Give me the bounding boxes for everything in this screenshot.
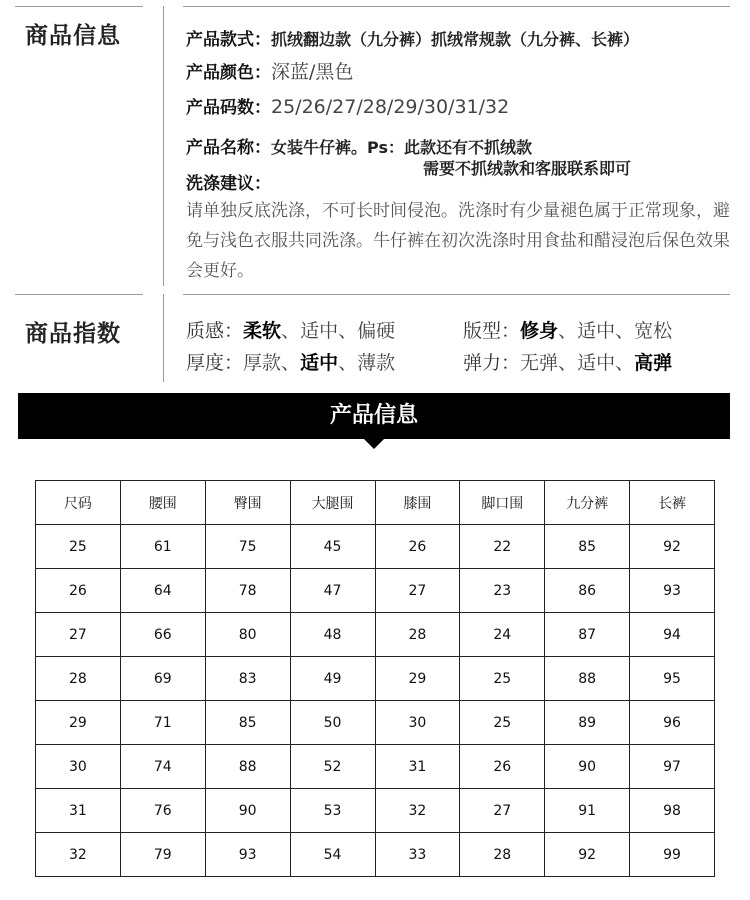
name-label: 产品名称： xyxy=(186,138,271,158)
table-cell: 49 xyxy=(290,657,375,701)
table-cell: 29 xyxy=(36,701,121,745)
table-cell: 25 xyxy=(460,657,545,701)
table-row xyxy=(36,613,715,657)
index-joiner: 、 xyxy=(281,320,301,342)
style-value: 抓绒翻边款（九分裤）抓绒常规款（九分裤、长裤） xyxy=(271,30,640,49)
table-row xyxy=(36,745,715,789)
index-label: 厚度 xyxy=(186,352,225,374)
index-sep: ： xyxy=(501,320,521,342)
table-cell: 26 xyxy=(36,569,121,613)
table-cell: 30 xyxy=(375,701,460,745)
index-option: 宽松 xyxy=(634,320,673,342)
table-cell: 98 xyxy=(630,789,715,833)
name-note: 需要不抓绒款和客服联系即可 xyxy=(423,159,632,178)
index-elasticity xyxy=(463,348,672,375)
table-cell: 79 xyxy=(120,833,205,877)
table-cell: 27 xyxy=(375,569,460,613)
divider-vertical-info xyxy=(163,6,164,286)
table-body xyxy=(36,525,715,877)
table-header-cell: 脚口围 xyxy=(460,481,545,525)
table-cell: 93 xyxy=(205,833,290,877)
table-cell: 85 xyxy=(205,701,290,745)
table-cell: 89 xyxy=(545,701,630,745)
index-joiner: 、 xyxy=(338,352,358,374)
care-text: 请单独反底洗涤，不可长时间侵泡。洗涤时有少量褪色属于正常现象，避免与浅色衣服共同洗涤。牛仔裤在初次洗涤时用食盐和醋浸泡后保色效果会更好。 xyxy=(186,201,730,281)
size-table xyxy=(35,480,715,877)
table-cell: 29 xyxy=(375,657,460,701)
table-cell: 76 xyxy=(120,789,205,833)
divider-mid-right xyxy=(183,294,730,295)
table-cell: 27 xyxy=(36,613,121,657)
table-header-cell: 腰围 xyxy=(120,481,205,525)
table-cell: 50 xyxy=(290,701,375,745)
table-cell: 53 xyxy=(290,789,375,833)
table-cell: 90 xyxy=(545,745,630,789)
table-cell: 45 xyxy=(290,525,375,569)
table-header-cell: 膝围 xyxy=(375,481,460,525)
product-info-title: 商品信息 xyxy=(25,23,121,49)
table-header-cell: 尺码 xyxy=(36,481,121,525)
table-header-cell: 长裤 xyxy=(630,481,715,525)
table-cell: 25 xyxy=(460,701,545,745)
product-index-title: 商品指数 xyxy=(25,321,121,347)
index-option: 修身 xyxy=(520,320,559,342)
banner-notch-icon xyxy=(364,439,384,449)
index-sep: ： xyxy=(501,352,521,374)
index-joiner: 、 xyxy=(615,320,635,342)
table-cell: 28 xyxy=(36,657,121,701)
index-option: 适中 xyxy=(300,320,339,342)
index-thickness xyxy=(186,348,395,375)
table-cell: 97 xyxy=(630,745,715,789)
table-cell: 86 xyxy=(545,569,630,613)
table-cell: 91 xyxy=(545,789,630,833)
table-cell: 85 xyxy=(545,525,630,569)
table-cell: 92 xyxy=(630,525,715,569)
table-cell: 87 xyxy=(545,613,630,657)
index-label: 弹力 xyxy=(463,352,502,374)
table-cell: 24 xyxy=(460,613,545,657)
index-joiner: 、 xyxy=(338,320,358,342)
name-value: 女装牛仔裤。Ps：此款还有不抓绒款 xyxy=(271,138,532,157)
table-cell: 90 xyxy=(205,789,290,833)
table-cell: 88 xyxy=(545,657,630,701)
table-cell: 96 xyxy=(630,701,715,745)
product-info-banner: 产品信息 xyxy=(18,393,730,439)
color-label: 产品颜色： xyxy=(186,63,271,83)
table-cell: 61 xyxy=(120,525,205,569)
size-value: 25/26/27/28/29/30/31/32 xyxy=(271,96,510,118)
divider-top-left xyxy=(15,6,143,7)
table-cell: 66 xyxy=(120,613,205,657)
index-option: 高弹 xyxy=(634,352,673,374)
table-cell: 88 xyxy=(205,745,290,789)
index-joiner: 、 xyxy=(281,352,301,374)
index-joiner: 、 xyxy=(558,352,578,374)
table-cell: 32 xyxy=(36,833,121,877)
table-cell: 23 xyxy=(460,569,545,613)
index-fit xyxy=(463,316,672,343)
index-option: 适中 xyxy=(300,352,339,374)
table-cell: 26 xyxy=(375,525,460,569)
index-option: 无弹 xyxy=(520,352,559,374)
table-row xyxy=(36,525,715,569)
table-row xyxy=(36,657,715,701)
table-cell: 30 xyxy=(36,745,121,789)
table-row xyxy=(36,569,715,613)
index-option: 偏硬 xyxy=(357,320,396,342)
name-row xyxy=(186,133,532,158)
care-label: 洗涤建议： xyxy=(186,174,271,194)
table-cell: 27 xyxy=(460,789,545,833)
index-joiner: 、 xyxy=(558,320,578,342)
table-cell: 92 xyxy=(545,833,630,877)
index-option: 厚款 xyxy=(243,352,282,374)
size-row xyxy=(186,93,509,118)
index-texture xyxy=(186,316,395,343)
table-cell: 95 xyxy=(630,657,715,701)
divider-mid-left xyxy=(15,294,143,295)
style-row xyxy=(186,25,639,50)
table-row xyxy=(36,833,715,877)
divider-vertical-index xyxy=(163,294,164,382)
index-sep: ： xyxy=(224,320,244,342)
table-cell: 33 xyxy=(375,833,460,877)
table-cell: 28 xyxy=(375,613,460,657)
table-cell: 78 xyxy=(205,569,290,613)
table-row xyxy=(36,789,715,833)
index-option: 柔软 xyxy=(243,320,282,342)
index-option: 薄款 xyxy=(357,352,396,374)
table-cell: 71 xyxy=(120,701,205,745)
table-cell: 94 xyxy=(630,613,715,657)
table-cell: 75 xyxy=(205,525,290,569)
table-cell: 25 xyxy=(36,525,121,569)
table-header-row xyxy=(36,481,715,525)
index-sep: ： xyxy=(224,352,244,374)
table-cell: 54 xyxy=(290,833,375,877)
index-joiner: 、 xyxy=(615,352,635,374)
table-header-cell: 九分裤 xyxy=(545,481,630,525)
table-cell: 26 xyxy=(460,745,545,789)
table-cell: 28 xyxy=(460,833,545,877)
color-row xyxy=(186,57,353,84)
table-cell: 47 xyxy=(290,569,375,613)
index-label: 版型 xyxy=(463,320,502,342)
table-cell: 74 xyxy=(120,745,205,789)
table-header-cell: 臀围 xyxy=(205,481,290,525)
table-cell: 48 xyxy=(290,613,375,657)
table-cell: 32 xyxy=(375,789,460,833)
table-cell: 80 xyxy=(205,613,290,657)
table-cell: 69 xyxy=(120,657,205,701)
table-cell: 31 xyxy=(36,789,121,833)
table-cell: 83 xyxy=(205,657,290,701)
table-cell: 22 xyxy=(460,525,545,569)
index-label: 质感 xyxy=(186,320,225,342)
table-cell: 64 xyxy=(120,569,205,613)
table-cell: 93 xyxy=(630,569,715,613)
table-header-cell: 大腿围 xyxy=(290,481,375,525)
table-row xyxy=(36,701,715,745)
index-option: 适中 xyxy=(577,320,616,342)
table-cell: 31 xyxy=(375,745,460,789)
color-value: 深蓝/黑色 xyxy=(271,61,354,83)
style-label: 产品款式： xyxy=(186,30,271,50)
divider-top-right xyxy=(183,6,730,7)
table-cell: 99 xyxy=(630,833,715,877)
index-option: 适中 xyxy=(577,352,616,374)
size-label: 产品码数： xyxy=(186,98,271,118)
table-cell: 52 xyxy=(290,745,375,789)
